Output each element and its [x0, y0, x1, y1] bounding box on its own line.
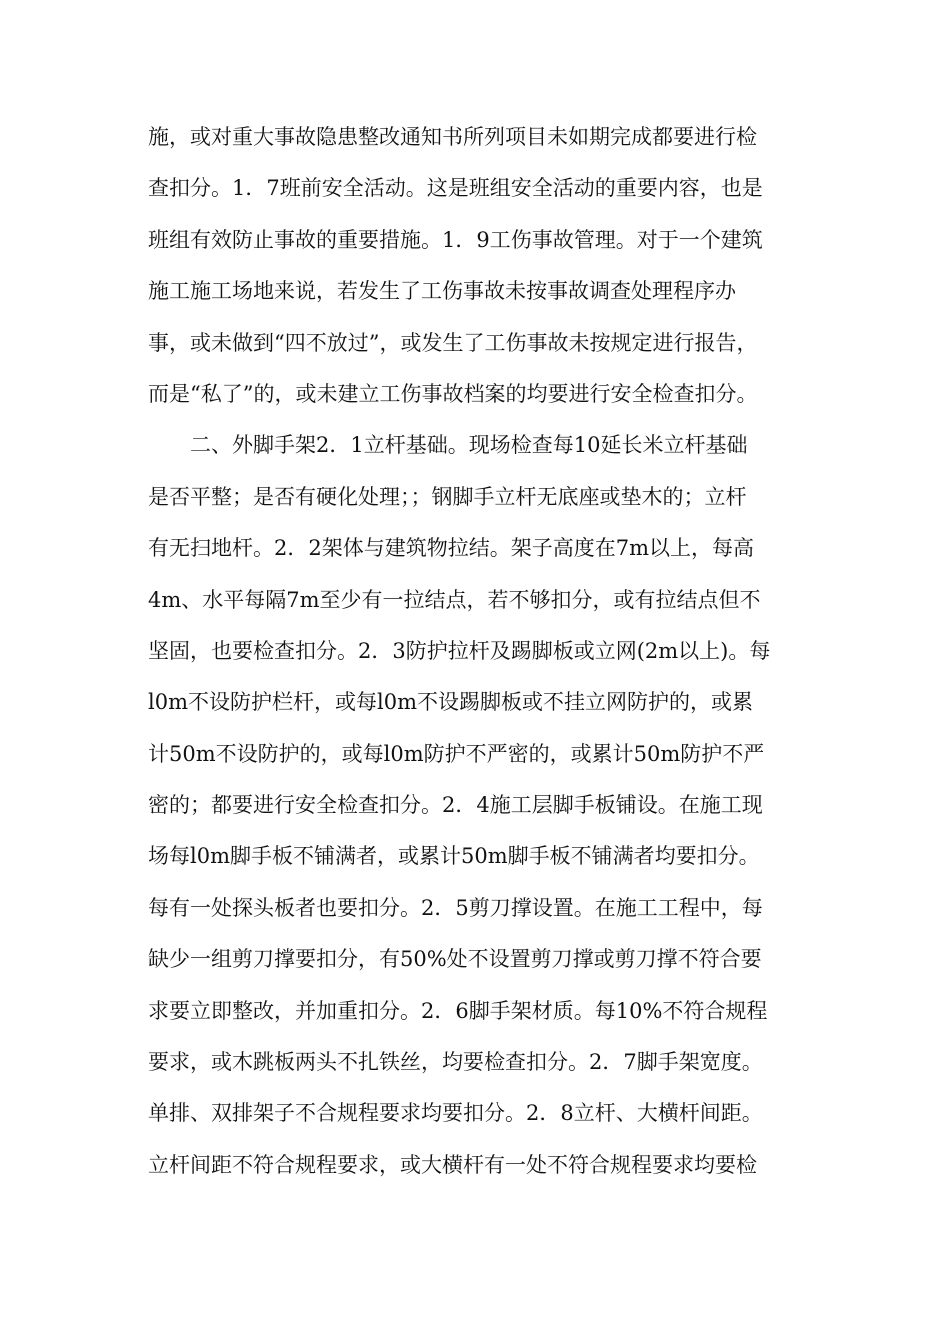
- text-line: 查扣分。1．7班前安全活动。这是班组安全活动的重要内容，也是: [148, 176, 763, 201]
- text-line: 坚固，也要检查扣分。2．3防护拉杆及踢脚板或立网(2m以上)。每: [148, 638, 771, 663]
- text-line: l0m不设防护栏杆，或每l0m不设踢脚板或不挂立网防护的，或累: [148, 690, 753, 715]
- text-line: 要求，或木跳板两头不扎铁丝，均要检查扣分。2．7脚手架宽度。: [148, 1050, 763, 1075]
- text-line: 而是“私了”的，或未建立工伤事故档案的均要进行安全检查扣分。: [148, 381, 758, 406]
- text-line: 每有一处探头板者也要扣分。2．5剪刀撑设置。在施工工程中，每: [148, 895, 763, 920]
- text-line: 求要立即整改，并加重扣分。2．6脚手架材质。每10%不符合规程: [148, 998, 768, 1023]
- text-line: 密的；都要进行安全检查扣分。2．4施工层脚手板铺设。在施工现: [148, 793, 763, 818]
- text-line: 立杆间距不符合规程要求，或大横杆有一处不符合规程要求均要检: [148, 1152, 757, 1177]
- section-heading-line: 二、外脚手架2．1立杆基础。现场检查每10延长米立杆基础: [190, 433, 748, 458]
- body-text: [148, 112, 808, 1191]
- text-line: 缺少一组剪刀撑要扣分，有50%处不设置剪刀撑或剪刀撑不符合要: [148, 947, 762, 972]
- text-line: 计50m不设防护的，或每l0m防护不严密的，或累计50m防护不严: [148, 741, 765, 766]
- text-line: 场每l0m脚手板不铺满者，或累计50m脚手板不铺满者均要扣分。: [148, 844, 760, 869]
- text-line: 事，或未做到“四不放过”，或发生了工伤事故未按规定进行报告，: [148, 330, 758, 355]
- text-line: 施，或对重大事故隐患整改通知书所列项目未如期完成都要进行检: [148, 125, 757, 149]
- text-line: 单排、双排架子不合规程要求均要扣分。2．8立杆、大横杆间距。: [148, 1101, 763, 1126]
- text-line: 施工施工场地来说，若发生了工伤事故未按事故调查处理程序办: [148, 279, 736, 304]
- text-line: 有无扫地杆。2．2架体与建筑物拉结。架子高度在7m以上，每高: [148, 536, 754, 561]
- text-line: 是否平整；是否有硬化处理；；钢脚手立杆无底座或垫木的；立杆: [148, 484, 747, 509]
- text-line: 班组有效防止事故的重要措施。1．9工伤事故管理。对于一个建筑: [148, 227, 763, 252]
- text-line: 4m、水平每隔7m至少有一拉结点，若不够扣分，或有拉结点但不: [148, 587, 761, 612]
